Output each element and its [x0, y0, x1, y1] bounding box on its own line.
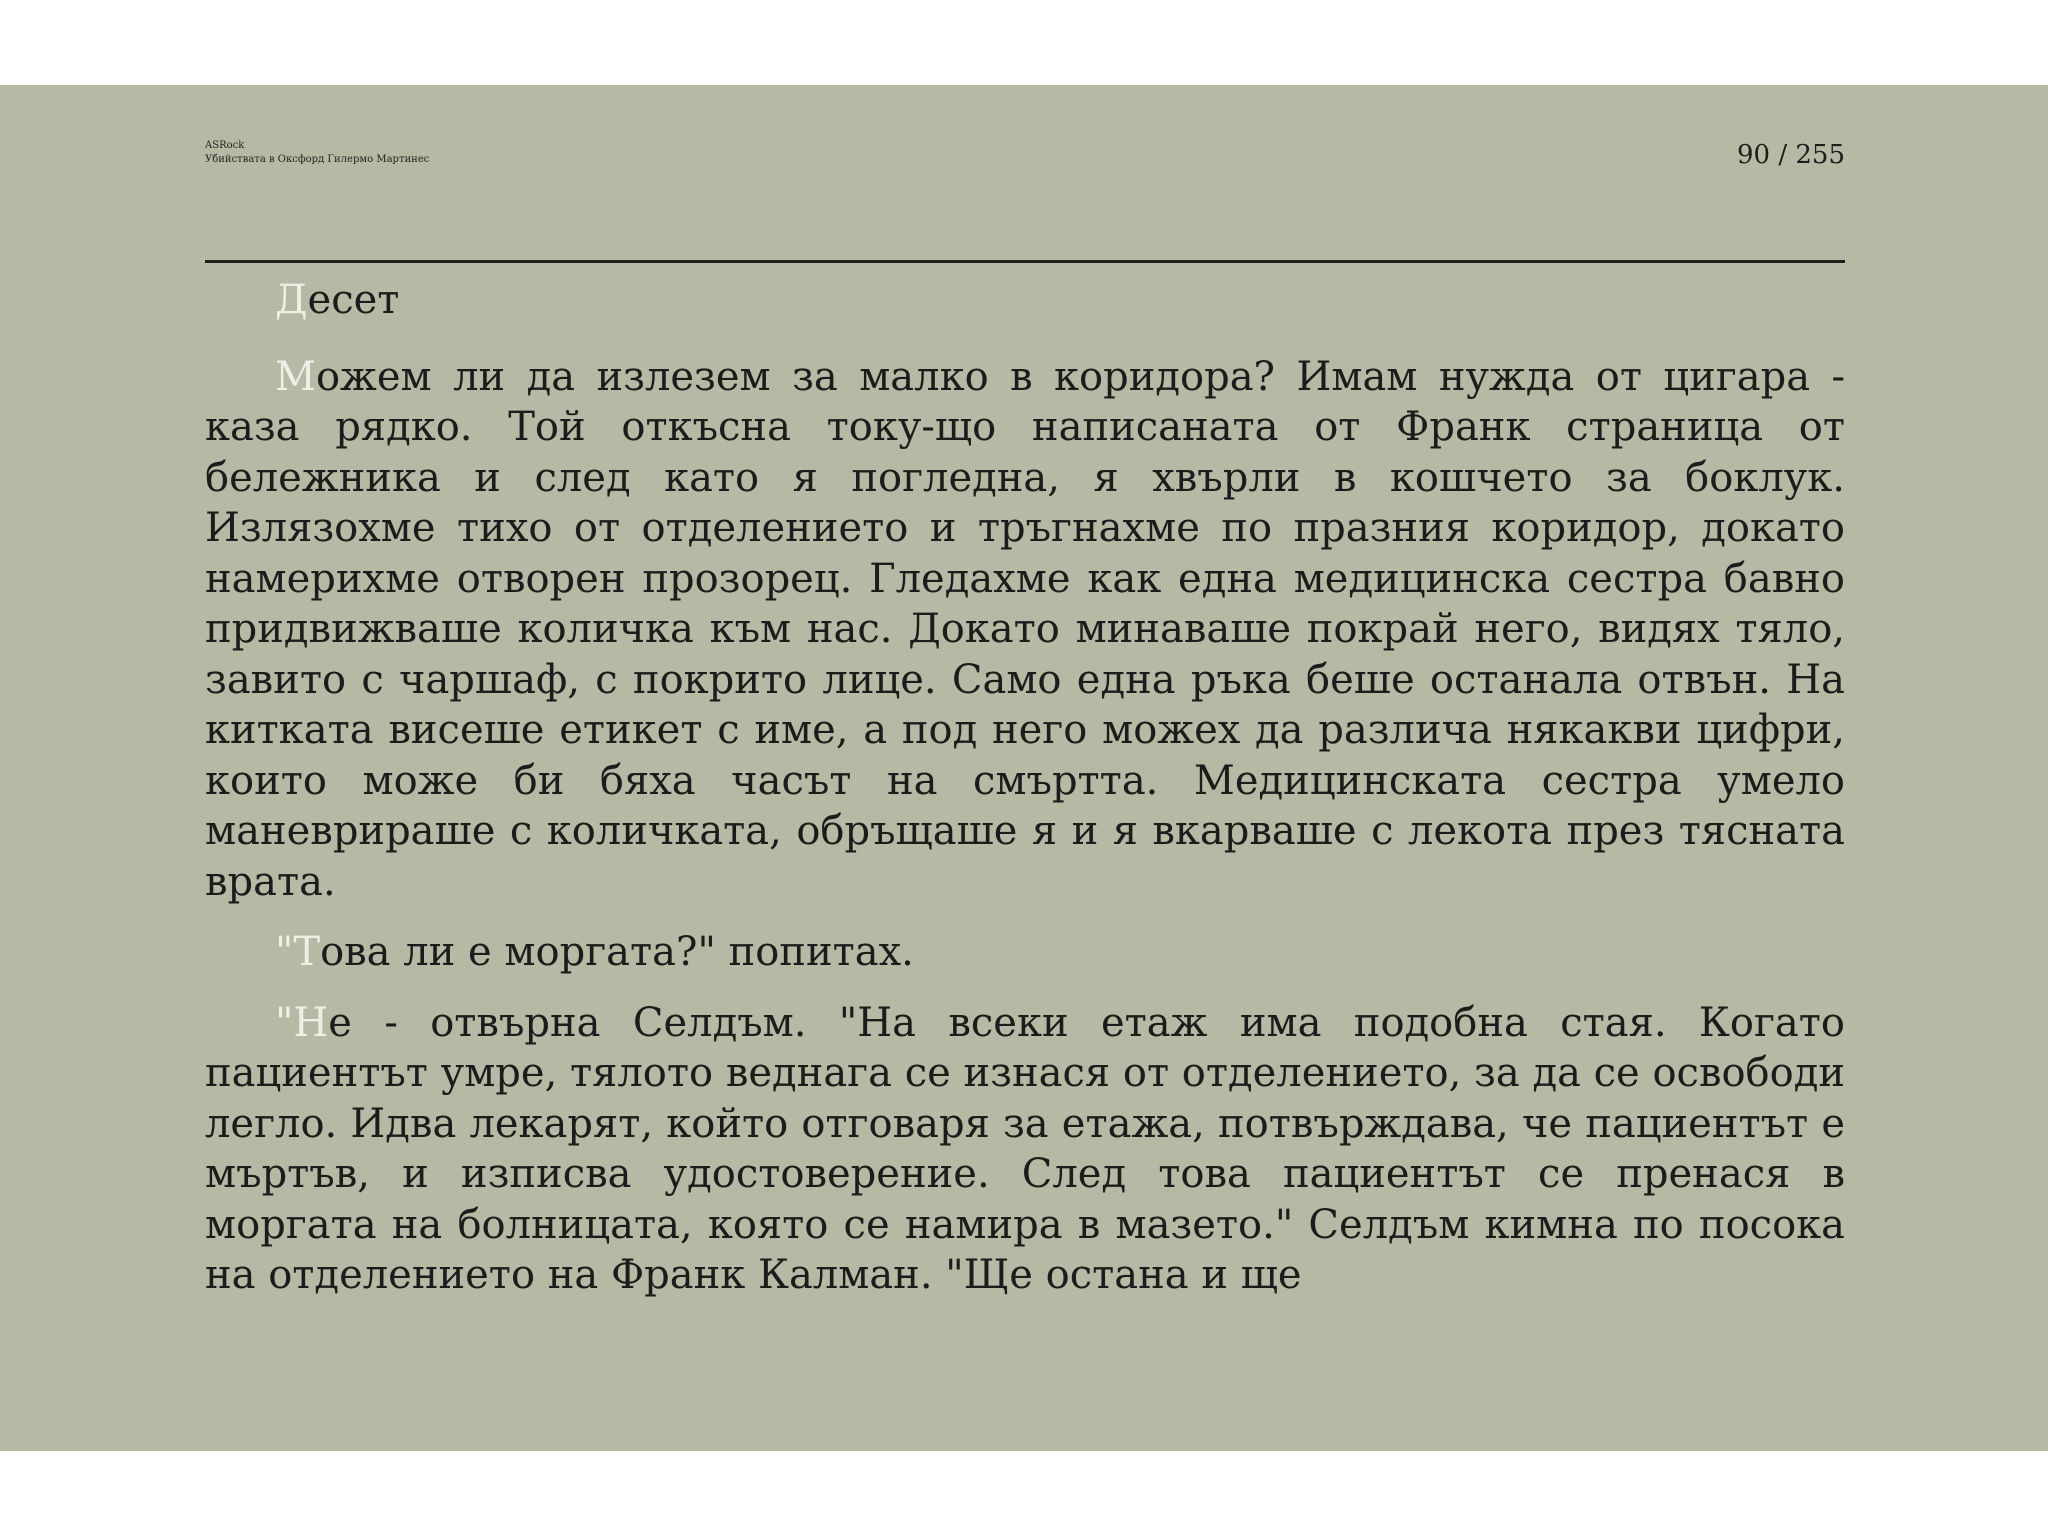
paragraph-initial: "Т: [275, 929, 321, 975]
paragraph-initial: М: [275, 353, 316, 400]
chapter-title-initial: Д: [275, 277, 308, 323]
paragraph-text: е - отвърна Селдъм. "На всеки етаж има подобна стая. Когато пациентът умре, тялото веднага се изнася от отделението, за да се освободи легло. Идва лекарят, който отговаря за етажа, потвърждава, че пациентът е мъртъв, и изписва удостоверение. След това пациентът се пренася в моргата на болницата, която се намира в мазето." Селдъм кимна по посока на отделението на Франк Калман. "Ще остана и ще: [205, 999, 1845, 1298]
paragraph-text: ова ли е моргата?" попитах.: [320, 929, 914, 975]
page-counter: 90 / 255: [1737, 140, 1845, 170]
paragraph: [205, 352, 1845, 908]
paragraph-initial: "Н: [275, 999, 329, 1046]
paragraph: [205, 998, 1845, 1301]
app-name: ASRock: [205, 140, 245, 151]
page-header: [205, 140, 1845, 263]
book-title: Убийствата в Оксфорд Гилермо Мартинес: [205, 154, 430, 165]
book-text: [205, 275, 1845, 1321]
paragraph-text: ожем ли да излезем за малко в коридора? Имам нужда от цигара - каза рядко. Той откъсна току-що написаната от Франк страница от бележника и след като я погледна, я хвърли в кошчето за боклук. Излязохме тихо от отделението и тръгнахме по празния коридор, докато намерихме отворен прозорец. Гледахме как една медицинска сестра бавно придвижваше количка към нас. Докато минаваше покрай него, видях тяло, завито с чаршаф, с покрито лице. Само една ръка беше останала отвън. На китката висеше етикет с име, а под него можех да различа някакви цифри, които може би бяха часът на смъртта. Медицинската сестра умело маневрираше с количката, обръщаше я и я вкарваше с лекота през тясната врата.: [205, 353, 1845, 905]
paragraph: [205, 927, 1845, 978]
chapter-title: [205, 275, 1845, 326]
chapter-title-rest: есет: [307, 277, 400, 323]
